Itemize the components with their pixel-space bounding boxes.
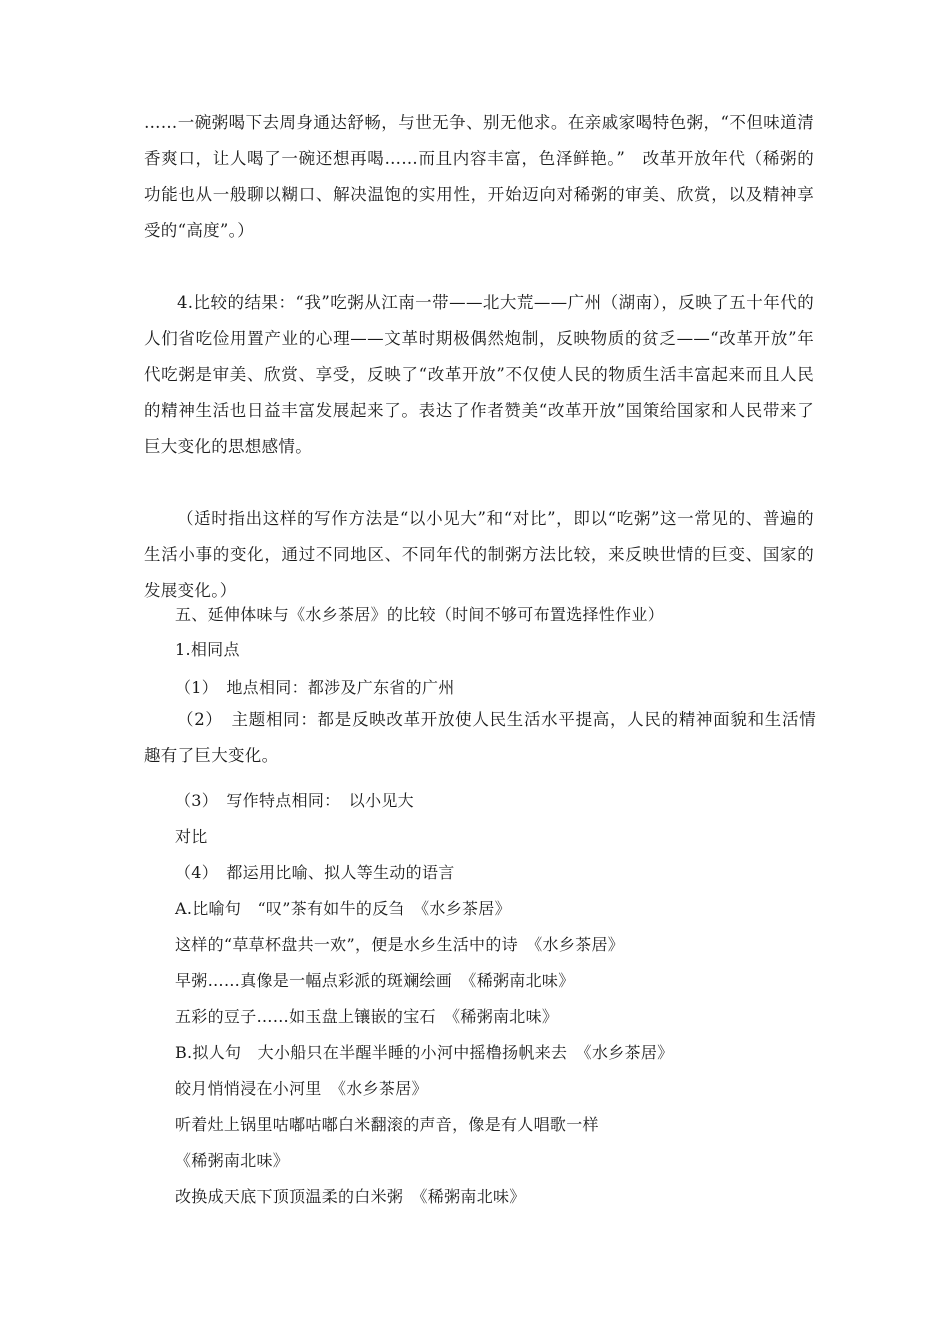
personification-example: 听着灶上锅里咕嘟咕嘟白米翻滚的声音，像是有人唱歌一样 [175, 1115, 599, 1134]
section-heading-extension: 五、延伸体味与《水乡茶居》的比较（时间不够可布置选择性作业） [175, 605, 665, 624]
personification-example: 改换成天底下顶顶温柔的白米粥 《稀粥南北味》 [175, 1187, 526, 1206]
list-item-theme: （2） 主题相同：都是反映改革开放使人民生活水平提高，人民的精神面貌和生活情趣有了巨大变化。 [144, 710, 816, 765]
metaphor-example: 早粥……真像是一幅点彩派的斑斓绘画 《稀粥南北味》 [175, 971, 575, 990]
paragraph-porridge-relatives: ……一碗粥喝下去周身通达舒畅，与世无争、别无他求。在亲戚家喝特色粥，“不但味道清香爽口，让人喝了一碗还想再喝……而且内容丰富，色泽鲜艳。” 改革开放年代（稀粥的功能也从一般聊以糊口、解决温饱的实用性，开始迈向对稀粥的审美、欣赏，以及精神享受的“高度”。） [144, 113, 814, 240]
metaphor-heading: A.比喻句 “叹”茶有如牛的反刍 《水乡茶居》 [175, 899, 511, 918]
personification-heading: B.拟人句 大小船只在半醒半睡的小河中摇橹扬帆来去 《水乡茶居》 [175, 1043, 674, 1062]
metaphor-example: 这样的“草草杯盘共一欢”，便是水乡生活中的诗 《水乡茶居》 [175, 935, 625, 954]
list-item-vivid-language: （4） 都运用比喻、拟人等生动的语言 [175, 863, 455, 882]
list-item-contrast: 对比 [175, 827, 208, 846]
personification-example: 皎月悄悄浸在小河里 《水乡茶居》 [175, 1079, 428, 1098]
list-item-location: （1） 地点相同：都涉及广东省的广州 [175, 678, 455, 697]
metaphor-example: 五彩的豆子……如玉盘上镶嵌的宝石 《稀粥南北味》 [175, 1007, 559, 1026]
paragraph-writing-method: （适时指出这样的写作方法是“以小见大”和“对比”，即以“吃粥”这一常见的、普遍的生活小事的变化，通过不同地区、不同年代的制粥方法比较，来反映世情的巨变、国家的发展变化。） [144, 509, 814, 600]
personification-source: 《稀粥南北味》 [175, 1151, 290, 1170]
list-item-writing-features: （3） 写作特点相同： 以小见大 [175, 791, 414, 810]
subheading-similarities: 1.相同点 [175, 640, 240, 659]
paragraph-comparison-result: 4.比较的结果：“我”吃粥从江南一带——北大荒——广州（湖南），反映了五十年代的人们省吃俭用置产业的心理——文革时期极偶然炮制，反映物质的贫乏——“改革开放”年代吃粥是审美、欣赏、享受，反映了“改革开放”不仅使人民的物质生活丰富起来而且人民的精神生活也日益丰富发展起来了。表达了作者赞美“改革开放”国策给国家和人民带来了巨大变化的思想感情。 [144, 293, 814, 456]
